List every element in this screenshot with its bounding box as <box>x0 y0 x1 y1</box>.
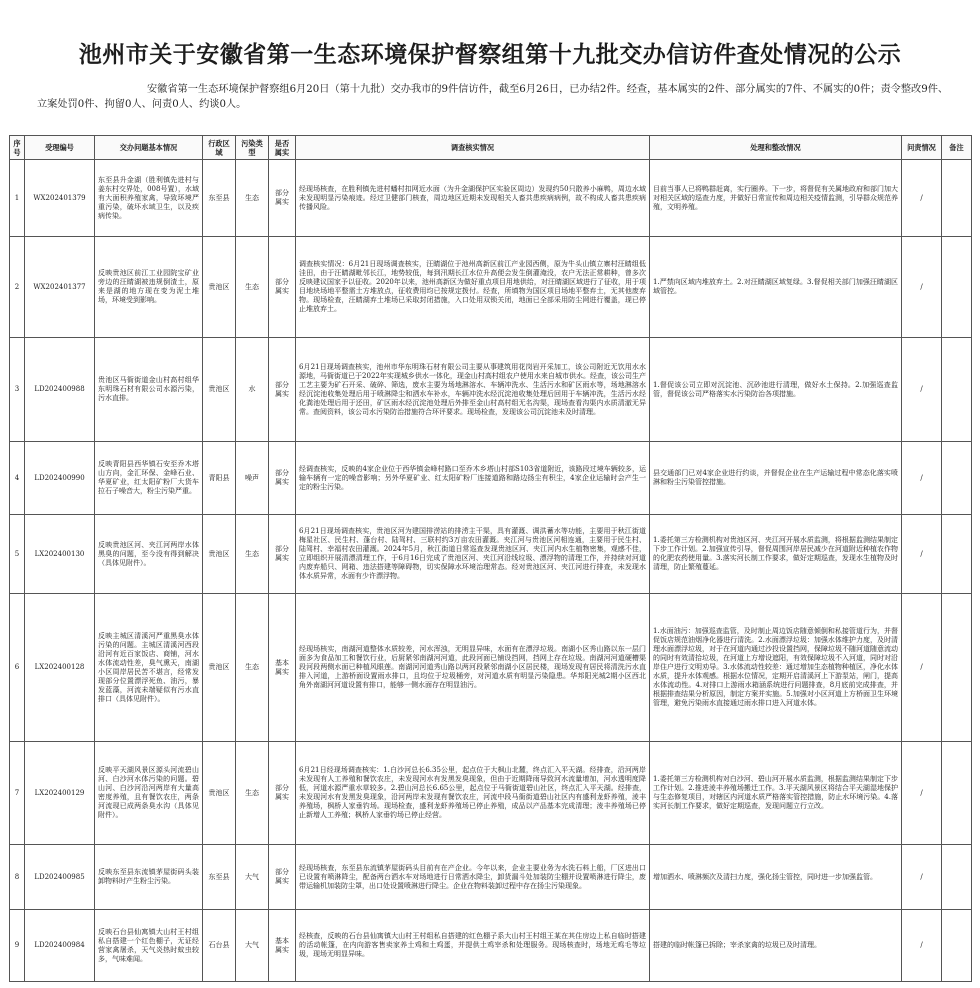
column-header: 调查核实情况 <box>296 136 650 160</box>
accountability: / <box>902 237 942 338</box>
remark <box>942 910 972 982</box>
verified-status: 部分属实 <box>269 742 296 845</box>
case-id: LD202400984 <box>25 910 95 982</box>
problem-description: 反映贵池区前江工业园院宝矿业旁边的汪睛湖被违规倒渣土，原来是湖的地方现在变为泥土堆场，环境受到影响。 <box>95 237 203 338</box>
pollution-type: 生态 <box>236 237 269 338</box>
investigation-details: 经现场核实，南湖河道整体水质较差，河水浑浊，无明显异味，水面有在漂浮垃圾。南湖小区秀山路以东一层门面多为食品加工和餐饮行业，后厨紧邻南湖河河道，此段河面已铺设挡网，挡网上存在垃圾。南湖河河道硬槽渠段河段两侧水面已种植风眼莲。南湖河河道秀山路以两河段紧邻南湖小区居民楼，现场发现有居民将清洗污水直排入河道，上游桥面设置雨水排口，且均位于垃圾桶旁，对河道水质有明显污染隐患。华邦阳光城2期小区西北角外南湖河河道设置有排口，能够一侧水面存在明显油污。 <box>296 594 650 742</box>
region: 东至县 <box>203 160 236 237</box>
page-title: 池州市关于安徽省第一生态环境保护督察组第十九批交办信访件查处情况的公示 <box>78 42 902 68</box>
verified-status: 基本属实 <box>269 594 296 742</box>
investigation-details: 6月21日经现场调查核实：1.白沙河总长6.35公里，起点位于大枫山北麓，终点汇入平天湖。经排查，沿河两岸未发现有人工养殖和餐饮农庄，未发现河水有发黑发臭现象，但由于近期降雨导致河水流量增加，河水透明度降低，河道水源严重水草较多。2.碧山河总长6.65公里，起点位于马衙街道碧山社区，终点汇入平天湖。经排查，未发现河水有发黑发臭现象，沿河两岸未发现有餐饮农庄，河流中段马衙街道碧山社区内有盛利龙虾养殖，淩丰养殖场，枫桥人家垂钓场。现场检查，盛利龙虾养殖场已停止养殖，成品以产品基本完成清理；淩丰养殖场已停止新增人工养殖；枫桥人家垂钓场已停止经营。 <box>296 742 650 845</box>
pollution-type: 生态 <box>236 515 269 594</box>
verified-status: 部分属实 <box>269 442 296 515</box>
handling-details: 1.委托第三方检测机构对白沙河、碧山河开展水质监测，根据监测结果制定下步工作计划。2.推进淩丰养殖场搬迁工作。3.平天湖风景区将结合平天湖湿地保护与生态修复项目，对辖区内河道水质严格落实管控措施，防止水环境污染。4.落实河长制工作要求，做好定期巡查，发现问题立行立改。 <box>650 742 902 845</box>
investigation-details: 经现场核查，东至县东流镇茅屋街码头目前有在产企业。今年以来，企业主要业务为水洗石料上船，厂区进出口已设置有喷淋降尘，配备两台洒水车对场地进行日常洒水降尘，卸货漏斗处加装防尘棚并设置喷淋进行降尘，废带运输机加装防尘罩，出口处设置喷淋进行降尘。企业在物料装卸过程中存在扬尘污染现象。 <box>296 845 650 910</box>
investigation-details: 经现场核查，在胜利镇先进村蟠村扣网近水面（为升金湖保护区实验区周边）发现约50只散养小麻鸭，周边水域未发现明显污染痕迹。经过卫健部门核查，周边地区近期未发现相关人畜共患疾病病例，故不构成人畜共患疾病传播风险。 <box>296 160 650 237</box>
verified-status: 部分属实 <box>269 237 296 338</box>
pollution-type: 噪声 <box>236 442 269 515</box>
investigation-details: 经调查核实，反映的4家企业位于西华镇金峰村路口至乔木乡塔山村部S103省道附近，该路段过境车辆较多，运输车辆有一定的噪音影响；另外华夏矿业、红太阳矿粉厂连接道路和路边扬尘有积尘，4家企业运输时会产生一定的粉尘污染。 <box>296 442 650 515</box>
table-row <box>10 515 972 594</box>
region: 贵池区 <box>203 742 236 845</box>
investigation-details: 经核查，反映的石台县仙寓镇大山村王村组私自搭建的红色棚子系大山村王村组王某在其住房边上私自临时搭建的活动帐篷，在内向游客售卖家养土鸡和土鸡蛋，并提供土鸡宰杀和处理服务。现场核查时，场地无鸡毛等垃圾，现场无明显异味。 <box>296 910 650 982</box>
remark <box>942 237 972 338</box>
table-row <box>10 910 972 982</box>
verified-status: 基本属实 <box>269 910 296 982</box>
verified-status: 部分属实 <box>269 515 296 594</box>
row-number: 5 <box>10 515 25 594</box>
case-id: LX202400129 <box>25 742 95 845</box>
column-header: 交办问题基本情况 <box>95 136 203 160</box>
handling-details: 1.督促该公司立即对沉淀池、沉砂池进行清理，做好水土保持。2.加强巡查监管，督促该公司严格落实水污染防治各项措施。 <box>650 338 902 442</box>
pollution-type: 大气 <box>236 910 269 982</box>
pollution-type: 生态 <box>236 594 269 742</box>
row-number: 2 <box>10 237 25 338</box>
remark <box>942 515 972 594</box>
column-header: 问责情况 <box>902 136 942 160</box>
complaint-table <box>9 135 972 982</box>
pollution-type: 大气 <box>236 845 269 910</box>
remark <box>942 742 972 845</box>
investigation-details: 调查核实情况：6月21日现场调查核实，汪睛湖位于池州高新区前江产业园西侧，原为牛头山镇立寨村汪睛组低洼田，由于汪睛湖毗邻长江，地势较低，每到汛期长江水位升高便会发生倒灌淹没，农户无法正常耕种，曾多次反映建议国家予以征收。2020年以来，池州高新区为做好重点项目用地供给，对汪睛湖区域进行了征收，用于项目地块场地平整需土方堆放点，征收费用均已按规定拨付。经查，所填物为国区项目场地平整弃土，无其他废弃物。现场检查，汪睛湖弃土堆场已采取封闭措施，入口处用双锁关闭，地面已全部采用防尘网进行覆盖，现已停止堆放弃土。 <box>296 237 650 338</box>
table-row <box>10 160 972 237</box>
problem-description: 反映主城区清溪河严重黑臭水体污染的问题。主城区清溪河西段沿河有近百家饭店、商铺，河水水体流动性差，臭气熏天，南湖小区周岸居民苦不堪言，经常发现部分位置漂浮死鱼、油污，暴发蓝藻，河流未端疑似有污水直排口（具体见附件）。 <box>95 594 203 742</box>
handling-details: 1.严禁向区域内堆放弃土。2.对汪睛湖区域复绿。3.督促相关部门加强汪睛湖区域管控。 <box>650 237 902 338</box>
case-id: LD202400985 <box>25 845 95 910</box>
table-header-row <box>10 136 972 160</box>
case-id: LX202400128 <box>25 594 95 742</box>
problem-description: 贵池区马衙街道金山村高村组华东明珠石材有限公司水源污染，污水直排。 <box>95 338 203 442</box>
verified-status: 部分属实 <box>269 160 296 237</box>
problem-description: 反映石台县仙寓镇大山村王村组私自搭建一个红色棚子，无证经营家禽屠杀，天气炎热时蚊虫较多，气味难闻。 <box>95 910 203 982</box>
case-id: LD202400988 <box>25 338 95 442</box>
region: 贵池区 <box>203 237 236 338</box>
problem-description: 东至县升金湖（胜利镇先进村与姜东村交界处，008号置），水域有大面积养殖家禽，导致环境严重污染，破坏水域卫生，以及疾病传染。 <box>95 160 203 237</box>
accountability: / <box>902 338 942 442</box>
accountability: / <box>902 594 942 742</box>
pollution-type: 水 <box>236 338 269 442</box>
problem-description: 反映青阳县西华镇石安至乔木塔山方向，金汇环保、金峰石业、华夏矿业，红太阳矿粉厂大货车拉石子噪音大，粉尘污染严重。 <box>95 442 203 515</box>
remark <box>942 338 972 442</box>
column-header: 处理和整改情况 <box>650 136 902 160</box>
accountability: / <box>902 160 942 237</box>
column-header: 污染类型 <box>236 136 269 160</box>
row-number: 4 <box>10 442 25 515</box>
accountability: / <box>902 515 942 594</box>
table-row <box>10 442 972 515</box>
remark <box>942 442 972 515</box>
table-row <box>10 338 972 442</box>
row-number: 3 <box>10 338 25 442</box>
region: 东至县 <box>203 845 236 910</box>
region: 贵池区 <box>203 594 236 742</box>
accountability: / <box>902 910 942 982</box>
row-number: 1 <box>10 160 25 237</box>
accountability: / <box>902 845 942 910</box>
intro-paragraph: 安徽省第一生态环境保护督察组6月20日（第十九批）交办我市的9件信访件，截至6月26日，已办结2件。经查，基本属实的2件、部分属实的7件、不属实的0件；责令整改9件、立案处罚0件、拘留0人、问责0人、约谈0人。 <box>37 84 949 110</box>
handling-details: 1.水面油污：加强巡查监管，及时制止周边饭店随意倾倒和私接管道行为，并督促饭店规范油烟净化器进行清洗。2.水面漂浮垃圾：加强水体维护力度，及时清理水面漂浮垃圾，对于在河道内通过沙投设置挡网，保障垃圾不随河道随意流动的同时有效清拾垃圾，在河道上方增设遮阳，有效保障垃圾不入河道，同时对沿岸住户进行文明劝导。3.水体流动性较差：通过增加生态植物种植区，净化水体水质，提升水体观感。根据水位情况，定期开启清溪河上下游泵站，闸门，提高水体流动性。4.对排口上游雨水箱涵系统进行问题排查，8月底前完成排查，并根据排查结果分析原因，制定方案并实施。5.加强对小区河道上方桥面卫生环境管理，避免污染雨水直接通过雨水排口进入河道水体。 <box>650 594 902 742</box>
row-number: 8 <box>10 845 25 910</box>
table-row <box>10 845 972 910</box>
accountability: / <box>902 442 942 515</box>
verified-status: 部分属实 <box>269 338 296 442</box>
row-number: 7 <box>10 742 25 845</box>
column-header: 备注 <box>942 136 972 160</box>
region: 贵池区 <box>203 338 236 442</box>
problem-description: 反映东至县东流镇茅屋街码头装卸物料时产生粉尘污染。 <box>95 845 203 910</box>
region: 石台县 <box>203 910 236 982</box>
remark <box>942 160 972 237</box>
table-row <box>10 742 972 845</box>
row-number: 9 <box>10 910 25 982</box>
case-id: WX202401377 <box>25 237 95 338</box>
column-header: 行政区域 <box>203 136 236 160</box>
remark <box>942 594 972 742</box>
problem-description: 反映平天湖风景区源头河流碧山河、白沙河水体污染的问题。碧山河、白沙河沿河两岸有大量高密度养殖，且有餐饮农庄，两条河流现已成两条臭水沟（具体见附件）。 <box>95 742 203 845</box>
column-header: 序号 <box>10 136 25 160</box>
region: 贵池区 <box>203 515 236 594</box>
investigation-details: 6月21日现场调查核实，贵池区河为建国排涝站的排涝主干渠，具有灌溉、调洪蓄水等功能，主要用于秋江街道梅星社区、民生村、蓬台村、陆驾村、三联村约3万亩农田灌溉。夹江河与贵池区河相连通，主要用于民生村、陆驾村、幸福村农田灌溉。2024年5月，秋江街道日常巡查发现贵池区河、夹江河内水生植物密集，观感不佳，立即组织开展清漂清理工作，于6月16日完成了贵池区河、夹江河沿线垃圾、漂浮物的清理工作，并持续对河道内废弃船只、网箱、违法搭建等障碍物，切实保障水环境治理常态。经对贵池区河、夹江河进行排查，未发现水体水质异常，水面有少许漂浮物。 <box>296 515 650 594</box>
verified-status: 部分属实 <box>269 845 296 910</box>
row-number: 6 <box>10 594 25 742</box>
column-header: 是否属实 <box>269 136 296 160</box>
handling-details: 1.委托第三方检测机构对贵池区河、夹江河开展水质监测，将根据监测结果制定下步工作计划。2.加强宣传引导，督促周围河岸居民减少在河道附近种植农作物的化肥农药使用量。3.落实河长制工作要求，做好定期巡查，发现水生植物及时清理，防止繁殖蔓延。 <box>650 515 902 594</box>
case-id: WX202401379 <box>25 160 95 237</box>
handling-details: 目前当事人已将鸭群赶离，实行圈养。下一步，将督促有关属地政府和部门加大对相关区域的巡查力度，并做好日常宣传和周边相关疫情监测，引导群众规范养殖，文明养殖。 <box>650 160 902 237</box>
handling-details: 搭建的临时帐篷已拆除；宰杀家禽的垃圾已及时清理。 <box>650 910 902 982</box>
column-header: 受理编号 <box>25 136 95 160</box>
handling-details: 县交通部门已对4家企业进行约谈，并督促企业在生产运输过程中常态化落实喷淋和粉尘污染管控措施。 <box>650 442 902 515</box>
handling-details: 增加洒水、喷淋频次及清扫力度，强化扬尘管控，同时进一步加强监管。 <box>650 845 902 910</box>
investigation-details: 6月21日现场调查核实，池州市华东明珠石材有限公司主要从事建筑用花岗岩开采加工，该公司附近无饮用水水源地，马衙街道已于2022年实现城乡供水一体化，现金山村高村组农户使用水来自城市供水。经查，该公司生产工艺主要为矿石开采、破碎、筛选，废水主要为场地淋溶水、车辆冲洗水、生活污水和矿区雨水等，场地淋溶水经沉淀池收集处理后用于喷淋降尘和洒水车补水，车辆冲洗水经沉淀池收集处理后回用于车辆冲洗，生活污水经化粪池处理后用于还田，矿区雨水经沉淀池处理后外排至金山村高村组无名沟渠，现场查看沟渠内水质清澈无异常。查阅资料，该公司水污染防治措施符合环评要求。现场检查，发现该公司沉淀池未及时清理。 <box>296 338 650 442</box>
case-id: LX202400130 <box>25 515 95 594</box>
accountability: / <box>902 742 942 845</box>
pollution-type: 生态 <box>236 742 269 845</box>
region: 青阳县 <box>203 442 236 515</box>
remark <box>942 845 972 910</box>
table-row <box>10 594 972 742</box>
pollution-type: 生态 <box>236 160 269 237</box>
table-row <box>10 237 972 338</box>
case-id: LD202400990 <box>25 442 95 515</box>
problem-description: 反映贵池区河、夹江河两岸水体黑臭的问题，至今没有得到解决（具体见附件）。 <box>95 515 203 594</box>
